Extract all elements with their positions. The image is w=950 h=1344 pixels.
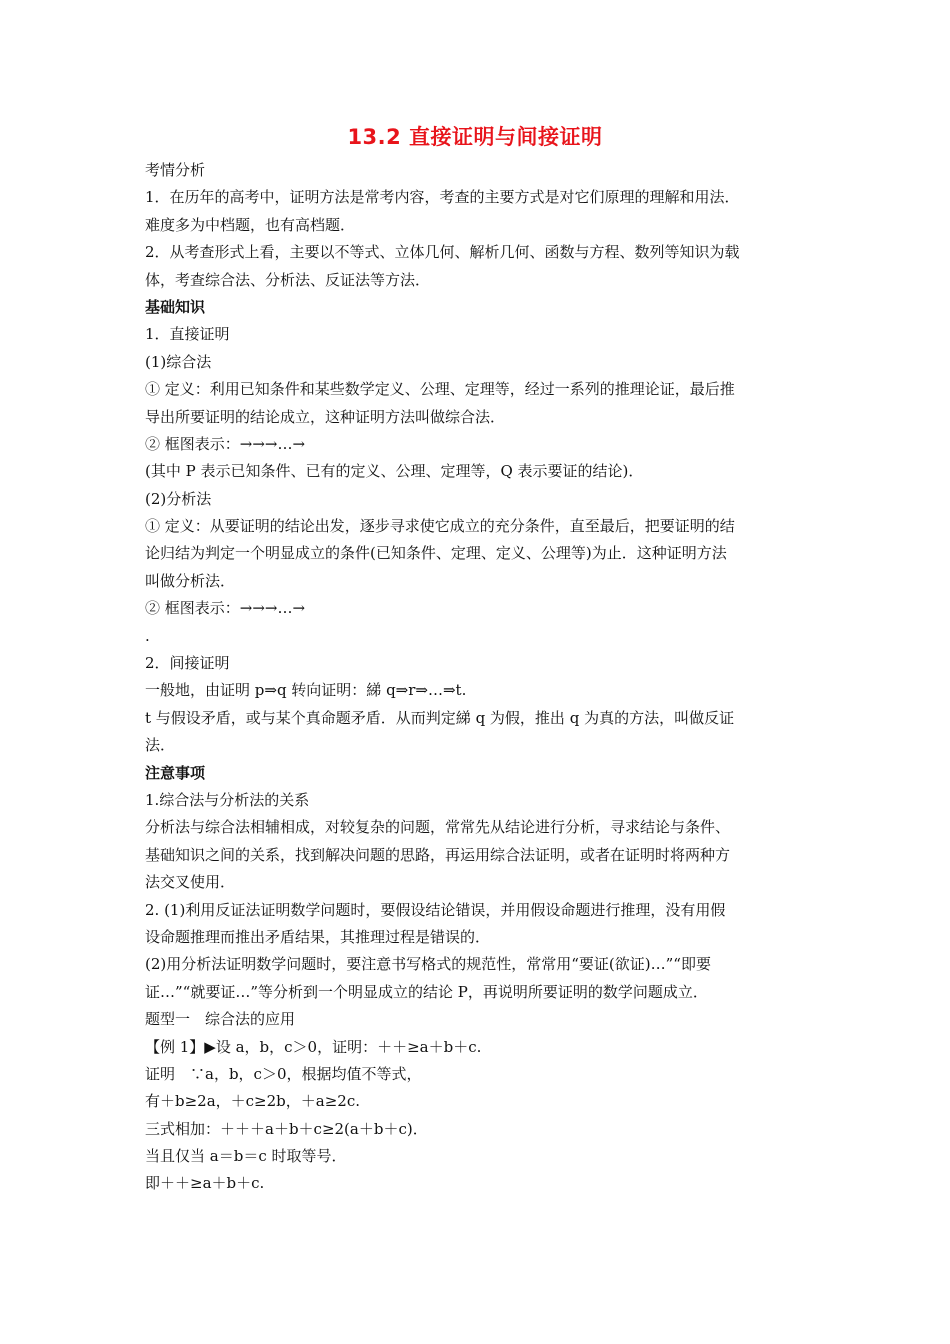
- text-line: 论归结为判定一个明显成立的条件(已知条件、定理、定义、公理等)为止．这种证明方法: [145, 544, 727, 563]
- text-line: 考情分析: [145, 161, 206, 179]
- text-line: 一般地，由证明 p⇒q 转向证明：綈 q⇒r⇒…⇒t.: [145, 681, 467, 700]
- text-line: 证明 ∵a，b，c＞0，根据均值不等式，: [145, 1064, 422, 1083]
- text-line: 1.综合法与分析法的关系: [145, 790, 310, 809]
- text-line: 难度多为中档题，也有高档题．: [145, 215, 356, 234]
- text-line: (2)用分析法证明数学问题时，要注意书写格式的规范性，常常用“要证(欲证)…”“即要: [145, 955, 711, 974]
- text-line: 法交叉使用．: [145, 873, 236, 892]
- text-line: 当且仅当 a＝b＝c 时取等号．: [145, 1147, 347, 1166]
- text-line: 【例 1】▶设 a，b，c＞0，证明：＋＋≥a＋b＋c.: [145, 1037, 482, 1056]
- text-line: 基础知识之间的关系，找到解决问题的思路，再运用综合法证明，或者在证明时将两种方: [145, 845, 731, 864]
- section-heading: 注意事项: [145, 763, 206, 782]
- text-line: 2．间接证明: [145, 654, 230, 673]
- section-heading: 基础知识: [145, 297, 206, 316]
- text-line: 即＋＋≥a＋b＋c.: [145, 1174, 265, 1193]
- text-line: (其中 P 表示已知条件、已有的定义、公理、定理等，Q 表示要证的结论)．: [145, 462, 644, 481]
- text-line: (1)综合法: [145, 352, 212, 371]
- text-line: 导出所要证明的结论成立，这种证明方法叫做综合法．: [145, 407, 506, 426]
- text-line: ② 框图表示：→→→…→: [145, 599, 306, 618]
- text-line: 证…”“就要证…”等分析到一个明显成立的结论 P，再说明所要证明的数学问题成立．: [145, 982, 708, 1001]
- page-title: 13.2 直接证明与间接证明: [347, 125, 603, 149]
- text-line: ① 定义：从要证明的结论出发，逐步寻求使它成立的充分条件，直至最后，把要证明的结: [145, 517, 735, 536]
- text-line: 法．: [145, 736, 176, 755]
- text-line: 三式相加：＋＋＋a＋b＋c≥2(a＋b＋c)．: [145, 1119, 428, 1138]
- text-line: 分析法与综合法相辅相成，对较复杂的问题，常常先从结论进行分析，寻求结论与条件、: [145, 818, 731, 837]
- text-line: ① 定义：利用已知条件和某些数学定义、公理、定理等，经过一系列的推理论证，最后推: [145, 380, 735, 399]
- text-line: 设命题推理而推出矛盾结果，其推理过程是错误的．: [145, 927, 491, 946]
- text-line: t 与假设矛盾，或与某个真命题矛盾．从而判定綈 q 为假，推出 q 为真的方法，叫做反证: [145, 708, 735, 727]
- text-line: 2．从考查形式上看，主要以不等式、立体几何、解析几何、函数与方程、数列等知识为载: [145, 243, 740, 262]
- text-line: (2)分析法: [145, 489, 212, 508]
- document-body: [145, 157, 813, 1198]
- text-line: 1．在历年的高考中，证明方法是常考内容，考查的主要方式是对它们原理的理解和用法．: [145, 188, 740, 207]
- text-line: 1．直接证明: [145, 325, 230, 344]
- text-line: 体，考查综合法、分析法、反证法等方法．: [145, 270, 431, 289]
- text-line: 题型一 综合法的应用: [145, 1010, 296, 1029]
- text-line: 叫做分析法．: [145, 571, 236, 590]
- text-line: .: [145, 626, 150, 645]
- text-line: ② 框图表示：→→→…→: [145, 434, 306, 453]
- text-line: 有＋b≥2a，＋c≥2b，＋a≥2c.: [145, 1092, 360, 1111]
- text-line: 2. (1)利用反证法证明数学问题时，要假设结论错误，并用假设命题进行推理，没有用假: [145, 900, 726, 919]
